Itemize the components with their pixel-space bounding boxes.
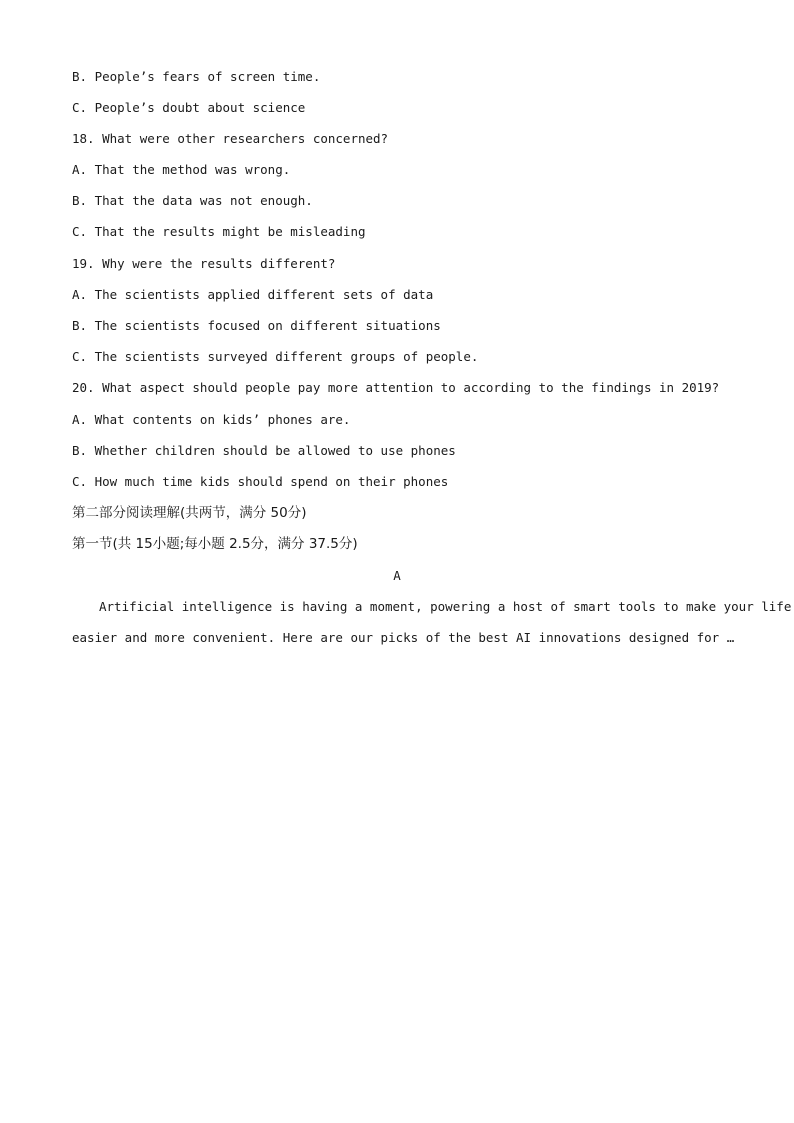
q20-question: 20. What aspect should people pay more attention to according to the findings in 2019? — [72, 380, 720, 395]
q17-option-b: B. People’s fears of screen time. — [72, 69, 321, 84]
passage-line-1: Artificial intelligence is having a moment, powering a host of smart tools to make your life — [99, 599, 792, 614]
passage-line-2: easier and more convenient. Here are our picks of the best AI innovations designed for … — [72, 630, 735, 645]
q20-option-a: A. What contents on kids’ phones are. — [72, 412, 351, 427]
q19-option-c: C. The scientists surveyed different groups of people. — [72, 349, 479, 364]
q20-option-b: B. Whether children should be allowed to use phones — [72, 443, 456, 458]
q19-question: 19. Why were the results different? — [72, 256, 336, 271]
q20-option-c: C. How much time kids should spend on their phones — [72, 474, 449, 489]
q18-question: 18. What were other researchers concerned? — [72, 131, 389, 146]
section1-heading: 第一节(共 15小题;每小题 2.5分，满分 37.5分) — [72, 536, 358, 552]
q18-option-a: A. That the method was wrong. — [72, 162, 291, 177]
passage-label: A — [393, 568, 401, 583]
part2-heading: 第二部分阅读理解(共两节，满分 50分) — [72, 505, 307, 521]
q18-option-c: C. That the results might be misleading — [72, 224, 366, 239]
q17-option-c: C. People’s doubt about science — [72, 100, 306, 115]
q19-option-b: B. The scientists focused on different situations — [72, 318, 441, 333]
q18-option-b: B. That the data was not enough. — [72, 193, 313, 208]
q19-option-a: A. The scientists applied different sets of data — [72, 287, 434, 302]
